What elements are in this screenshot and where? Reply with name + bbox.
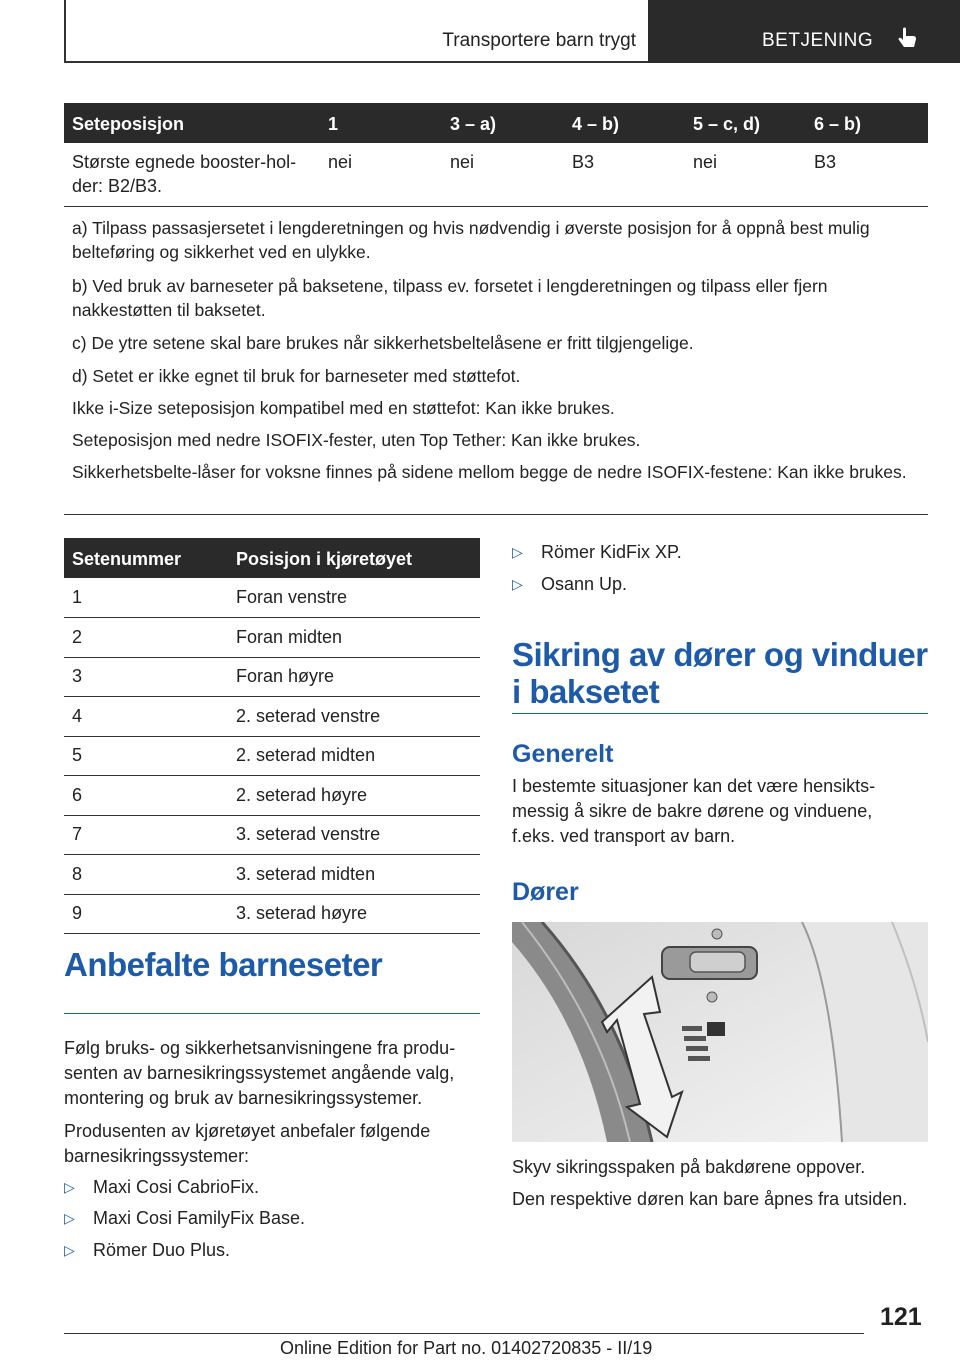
list-item-text: Maxi Cosi FamilyFix Base.: [93, 1208, 306, 1228]
doors-caption-2: Den respektive døren kan bare åpnes fra utsiden.: [512, 1189, 908, 1209]
seat-table-cell: nei: [693, 152, 718, 172]
table-row: [64, 657, 480, 697]
seat-number: 8: [72, 864, 83, 884]
seat-number: 2: [72, 627, 83, 647]
seat-position: 3. seterad høyre: [236, 903, 368, 923]
doors-subheading: Dører: [512, 878, 579, 906]
table-row: [64, 697, 480, 737]
seat-table-cell: B3: [572, 152, 595, 172]
footer-rule: [64, 1333, 864, 1334]
seat-table-header-cell: 6 – b): [814, 114, 862, 134]
seat-position: 3. seterad midten: [236, 864, 376, 884]
seat-table-header: [64, 103, 928, 143]
recommended-heading: Anbefalte barneseter: [64, 946, 383, 983]
seat-table-header-cell: 3 – a): [450, 114, 497, 134]
list-item-text: Römer KidFix XP.: [541, 542, 682, 562]
seat-table-cell: B3: [814, 152, 837, 172]
header-left: [64, 0, 648, 63]
seat-number: 9: [72, 903, 83, 923]
seat-number: 6: [72, 785, 83, 805]
note-isofix: Seteposisjon med nedre ISOFIX-fester, uten Top Tether: Kan ikke brukes.: [72, 430, 641, 450]
general-text: I bestemte situasjoner kan det være hensikts-messig å sikre de bakre dørene og vinduene, f.eks. ved transport av barn.: [512, 776, 876, 846]
doors-caption-1: Skyv sikringsspaken på bakdørene oppover.: [512, 1157, 866, 1177]
position-table-header-cell: Posisjon i kjøretøyet: [236, 549, 413, 569]
seat-table-header-cell: Seteposisjon: [72, 114, 185, 134]
seat-number: 3: [72, 666, 83, 686]
note-belt-locks: Sikkerhetsbelte-låser for voksne finnes på sidene mellom begge de nedre ISOFIX-festene: Kan ikke brukes.: [72, 462, 907, 482]
footnote-a: a) Tilpass passasjersetet i lengderetningen og hvis nødvendig i øverste posisjon for å oppnå best mulig belteføring og sikkerhet ved en ulykke.: [72, 218, 870, 262]
footnote-c: c) De ytre setene skal bare brukes når sikkerhetsbeltelåsene er fritt tilgjengelige.: [72, 333, 694, 353]
seat-position: Foran midten: [236, 627, 343, 647]
hand-pointer-icon: [894, 26, 920, 52]
securing-heading-line: i baksetet: [512, 673, 660, 710]
header-section-tab: [648, 0, 960, 63]
note-isize: Ikke i-Size seteposisjon kompatibel med en støttefot: Kan ikke brukes.: [72, 398, 615, 418]
seat-position: 2. seterad midten: [236, 745, 376, 765]
seat-table-header-cell: 1: [328, 114, 339, 134]
header-section: BETJENING: [762, 30, 874, 51]
list-item-text: Maxi Cosi CabrioFix.: [93, 1177, 260, 1197]
divider: [64, 514, 928, 515]
securing-heading-line: Sikring av dører og vinduer: [512, 636, 928, 673]
triangle-right-icon: ▷: [64, 1242, 75, 1258]
seat-number: 1: [72, 587, 83, 607]
table-row: [64, 578, 480, 618]
list-item-text: Römer Duo Plus.: [93, 1240, 231, 1260]
seat-number: 7: [72, 824, 83, 844]
triangle-right-icon: ▷: [512, 576, 523, 592]
table-row: [64, 618, 480, 658]
heading-rule: [64, 1013, 480, 1014]
seat-position: 2. seterad venstre: [236, 706, 381, 726]
triangle-right-icon: ▷: [64, 1179, 75, 1195]
seat-table-cell: nei: [450, 152, 475, 172]
triangle-right-icon: ▷: [64, 1210, 75, 1226]
seat-table-row-label-line: Største egnede booster-hol-: [72, 152, 297, 172]
divider: [64, 206, 928, 207]
table-row: [64, 776, 480, 816]
triangle-right-icon: ▷: [512, 544, 523, 560]
seat-position: 3. seterad venstre: [236, 824, 381, 844]
securing-heading: [512, 636, 932, 710]
footnote-d: d) Setet er ikke egnet til bruk for barneseter med støttefot.: [72, 366, 521, 386]
position-table-header-cell: Setenummer: [72, 549, 182, 569]
seat-position: Foran venstre: [236, 587, 348, 607]
table-row: [64, 815, 480, 855]
footnote-b: b) Ved bruk av barneseter på baksetene, tilpass ev. forsetet i lengderetningen og tilpass eller fjern nakkestøtten til baksetet.: [72, 276, 828, 320]
header-title: Transportere barn trygt: [442, 30, 636, 51]
seat-table-header-cell: 4 – b): [572, 114, 620, 134]
recommended-para2: Produsenten av kjøretøyet anbefaler følgende barnesikringssystemer:: [64, 1121, 431, 1166]
door-lock-illustration: [512, 922, 928, 1142]
table-row: [64, 894, 480, 934]
position-table-header: [64, 538, 480, 578]
heading-rule: [512, 713, 928, 714]
seat-position: Foran høyre: [236, 666, 335, 686]
list-item-text: Osann Up.: [541, 574, 628, 594]
seat-number: 4: [72, 706, 83, 726]
table-row: [64, 855, 480, 895]
recommended-para1: Følg bruks- og sikkerhetsanvisningene fra produ-senten av barnesikringssystemet angående valg, montering og bruk av barnesikringssystemer.: [64, 1038, 456, 1108]
seat-table-row-label-line: der: B2/B3.: [72, 176, 163, 196]
page-number: 121: [880, 1303, 922, 1331]
footer-edition: Online Edition for Part no. 01402720835 - II/19: [280, 1338, 653, 1358]
general-subheading: Generelt: [512, 740, 614, 768]
seat-position: 2. seterad høyre: [236, 785, 368, 805]
seat-table-header-cell: 5 – c, d): [693, 114, 761, 134]
table-row: [64, 736, 480, 776]
seat-table-row-label: [72, 150, 296, 198]
seat-number: 5: [72, 745, 83, 765]
seat-table-cell: nei: [328, 152, 353, 172]
